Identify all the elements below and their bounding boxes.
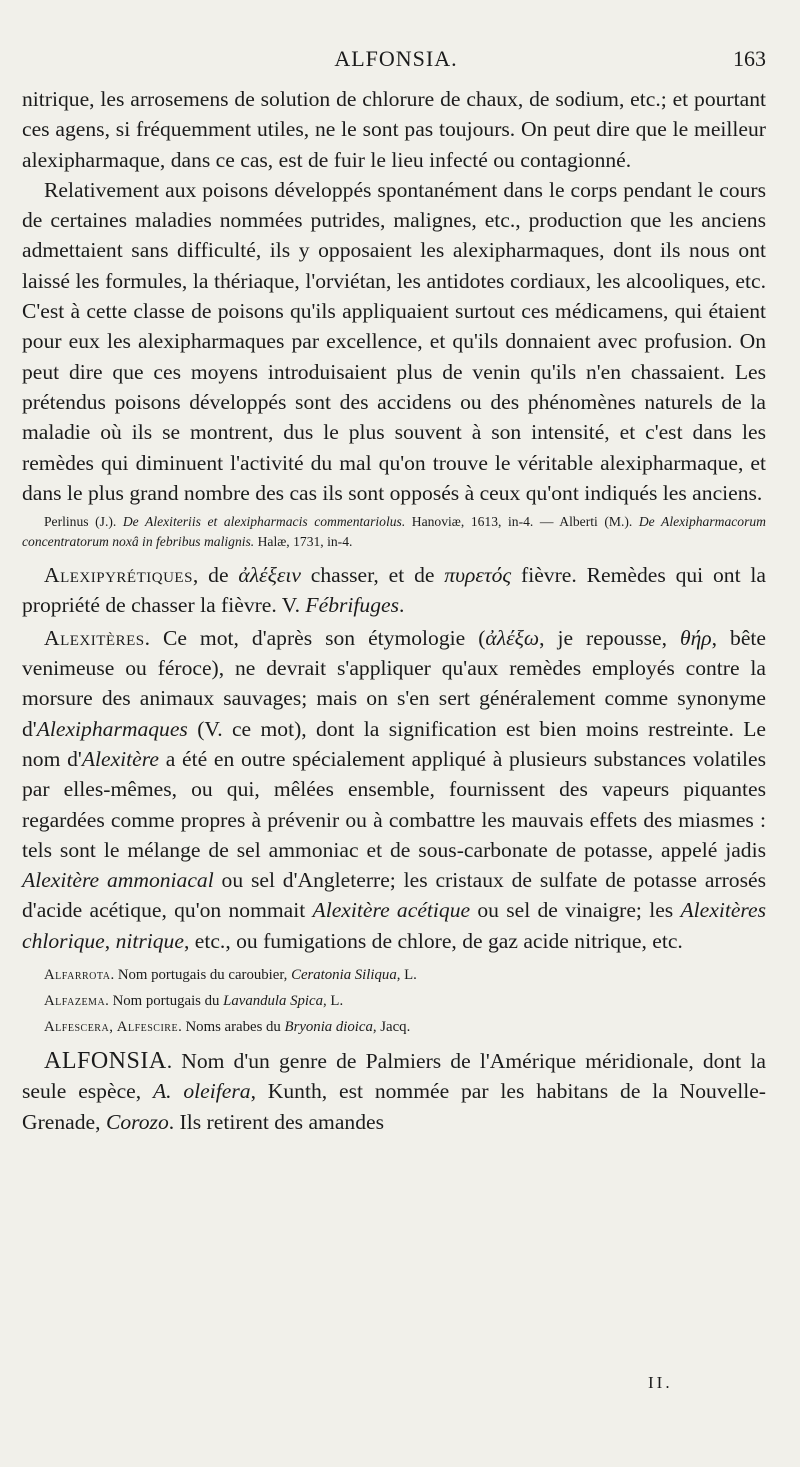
paragraph-continued: nitrique, les arrosemens de solution de chlorure de chaux, de sodium, etc.; et pourtant ces agens, si fréquemment utiles, ne le sont pas toujours. On peut dire que le meilleur alexipharmaque, dans ce cas, est de fuir le lieu infecté ou contagionné.	[22, 87, 766, 172]
entry-alfescera: Alfescera, Alfescire. Noms arabes du Bryonia dioica, Jacq.	[44, 1019, 411, 1036]
bibliography-note: Perlinus (J.). De Alexiteriis et alexipharmacis commentariolus. Hanoviæ, 1613, in-4. — Alberti (M.). De Alexipharmacorum concentratorum noxâ in febribus malignis. Halæ, 1731, in-4.	[22, 514, 766, 550]
short-entries	[22, 962, 766, 1040]
page-number: 163	[733, 46, 766, 71]
entry-alexiteres: Alexitères. Ce mot, d'après son étymologie (ἀλέξω, je repousse, θήρ, bête venimeuse ou féroce), ne devrait s'appliquer qu'aux remèdes employés contre la morsure des animaux sauvages; mais on s'en sert généralement comme synonyme d'Alexipharmaques (V. ce mot), dont la signification est bien moins restreinte. Le nom d'Alexitère a été en outre spécialement appliqué à plusieurs substances volatiles par elles-mêmes, ou qui, mêlées ensemble, fournissent des vapeurs piquantes regardées comme propres à prévenir ou à combattre les mauvais effets des miasmes : tels sont le mélange de sel ammoniac et de sous-carbonate de potasse, appelé jadis Alexitère ammoniacal ou sel d'Angleterre; les cristaux de sulfate de potasse arrosés d'acide acétique, qu'on nommait Alexitère acétique ou sel de vinaigre; les Alexitères chlorique, nitrique, etc., ou fumigations de chlore, de gaz acide nitrique, etc.	[22, 625, 767, 953]
page-header	[22, 46, 770, 76]
entry-head: ALFONSIA	[44, 1048, 167, 1075]
entry-head: Alexipyrétiques	[44, 563, 193, 588]
entry-head: Alexitères	[44, 625, 145, 650]
paragraph-poisons: Relativement aux poisons développés spontanément dans le corps pendant le cours de certaines maladies nommées putrides, malignes, etc., production que les anciens admettaient sans difficulté, ils y opposaient les alexipharmaques, dont ils nous ont laissé les formules, la thériaque, l'orviétan, les antidotes cordiaux, les alcooliques, etc. C'est à cette classe de poisons qu'ils appliquaient surtout ces médicamens, qui étaient pour eux les alexipharmaques par excellence, et qu'ils donnaient avec profusion. On peut dire que ces moyens introduisaient plus de venin qu'ils n'en chassaient. Les prétendus poisons développés sont des accidens ou des phénomènes naturels de la maladie où ils se montrent, dus le plus souvent à son intensité, et c'est dans les remèdes qui diminuent l'activité du mal qu'on trouve le véritable alexipharmaque, et dans le plus grand nombre des cas ils sont opposés à ceux qu'ont indiqués les anciens.	[22, 177, 766, 505]
entry-alfazema: Alfazema. Nom portugais du Lavandula Spica, L.	[44, 993, 344, 1010]
entry-alfonsia: ALFONSIA. Nom d'un genre de Palmiers de l'Amérique méridionale, dont la seule espèce, A. oleifera, Kunth, est nommée par les habitans de la Nouvelle-Grenade, Corozo. Ils retirent des amandes	[22, 1048, 766, 1134]
running-title: ALFONSIA.	[334, 46, 458, 71]
entry-alfarrota: Alfarrota. Nom portugais du caroubier, Ceratonia Siliqua, L.	[44, 967, 417, 984]
page-body	[22, 84, 766, 1137]
entry-alexipyretiques: Alexipyrétiques, de ἀλέξειν chasser, et de πυρετός fièvre. Remèdes qui ont la propriété de chasser la fièvre. V. Fébrifuges.	[22, 563, 767, 618]
signature-mark: II.	[648, 1373, 673, 1392]
